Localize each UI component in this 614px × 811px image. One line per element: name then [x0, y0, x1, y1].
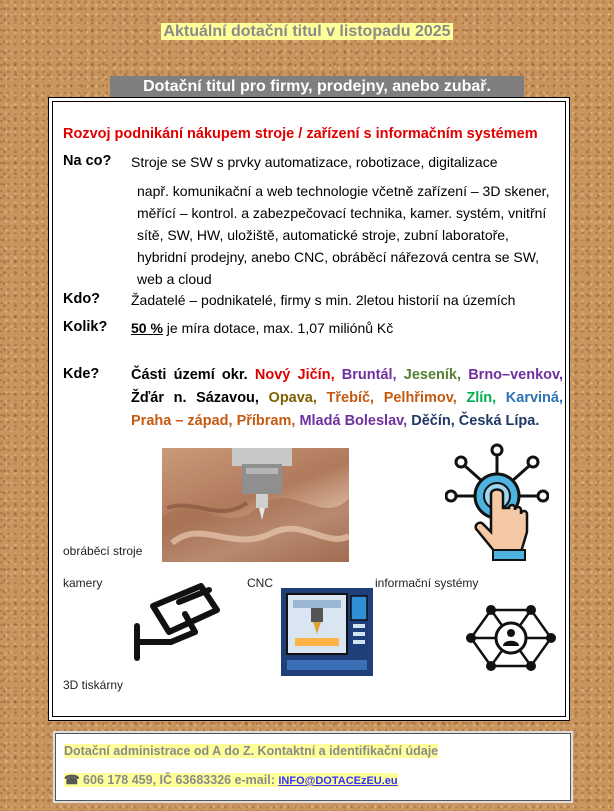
region-separator: ,	[456, 367, 469, 383]
region-separator: ,	[254, 390, 269, 406]
kolik-text: je míra dotace, max. 1,07 miliónů Kč	[162, 320, 394, 336]
region-separator: ,	[312, 390, 327, 406]
headline-text: Aktuální dotační titul v listopadu 2025	[163, 23, 451, 40]
region-name: Jeseník	[403, 367, 457, 383]
kolik-percent: 50 %	[131, 320, 163, 336]
region-separator: ,	[558, 390, 564, 406]
region-name: Praha – západ	[131, 413, 229, 429]
footer-contact-text: 606 178 459, IČ 63683326 e-mail:	[79, 773, 279, 787]
region-name: Opava	[268, 390, 313, 406]
region-separator: ,	[452, 390, 467, 406]
region-name: Děčín	[411, 413, 451, 429]
region-name: Brno–venkov	[468, 367, 559, 383]
kolik-label: Kolik?	[63, 319, 108, 335]
kde-intro: Části území okr.	[131, 367, 255, 383]
region-separator: .	[535, 413, 540, 429]
region-name: Nový Jičín	[254, 367, 331, 383]
region-name: Bruntál	[341, 367, 393, 383]
region-separator: ,	[403, 413, 412, 429]
region-name: Žďár n. Sázavou	[131, 390, 255, 406]
caption-cnc: CNC	[247, 576, 273, 590]
region-name: Příbram	[236, 413, 292, 429]
kdo-text: Žadatelé – podnikatelé, firmy s min. 2letou historií na územích	[131, 292, 516, 308]
network-user-icon	[465, 602, 557, 674]
na-co-text: Stroje se SW s prvky automatizace, robotizace, digitalizace	[131, 154, 498, 170]
region-separator: ,	[559, 367, 564, 383]
region-separator: ,	[492, 390, 506, 406]
region-name: Třebíč	[326, 390, 371, 406]
kdo-label: Kdo?	[63, 291, 101, 307]
region-separator: ,	[330, 367, 342, 383]
kde-text	[131, 364, 563, 433]
region-separator: ,	[450, 413, 459, 429]
caption-machine: obráběcí stroje	[63, 544, 143, 558]
footer-title-text: Dotační administrace od A do Z. Kontaktní a identifikační údaje	[64, 744, 439, 758]
caption-3d-printers: 3D tiskárny	[63, 678, 124, 692]
region-name: Zlín	[466, 390, 493, 406]
cnc-machine-photo	[162, 448, 349, 562]
caption-info-systems: informační systémy	[375, 576, 479, 590]
footer-contact	[64, 772, 398, 787]
subheadline: Dotační titul pro firmy, prodejny, anebo zubař.	[110, 76, 524, 98]
cnc-machine-icon	[279, 586, 375, 678]
phone-icon: ☎	[64, 773, 80, 787]
touch-interface-icon	[445, 440, 549, 564]
caption-cameras: kamery	[63, 576, 103, 590]
cnc-photo-graphic	[162, 448, 349, 562]
kolik-line	[131, 317, 393, 339]
region-name: Karviná	[505, 390, 559, 406]
na-co-label: Na co?	[63, 153, 112, 169]
na-co-detail: např. komunikační a web technologie včetně zařízení – 3D skener, měřící – kontrol. a zabezpečovací technika, kamer. systém, vnitřní sítě, SW, HW, uložiště, automatické stroje, zubní laboratoře, hybridní prodejny, anebo CNC, obráběcí nářezová centra se SW, web a cloud	[137, 183, 550, 287]
region-separator: ,	[291, 413, 300, 429]
region-name: Mladá Boleslav	[299, 413, 404, 429]
region-name: Pelhřimov	[383, 390, 453, 406]
email-link[interactable]: INFO@DOTACEzEU.eu	[278, 775, 398, 787]
contact-footer	[55, 733, 571, 801]
region-separator: ,	[370, 390, 384, 406]
footer-title	[64, 744, 438, 758]
security-camera-icon	[131, 580, 225, 662]
region-name: Česká Lípa	[458, 413, 536, 429]
card-heading: Rozvoj podnikání nákupem stroje / zařízení s informačním systémem	[63, 126, 538, 142]
region-separator: ,	[228, 413, 237, 429]
region-separator: ,	[392, 367, 404, 383]
main-card	[52, 101, 566, 717]
headline	[0, 23, 614, 41]
kde-label: Kde?	[63, 366, 100, 382]
